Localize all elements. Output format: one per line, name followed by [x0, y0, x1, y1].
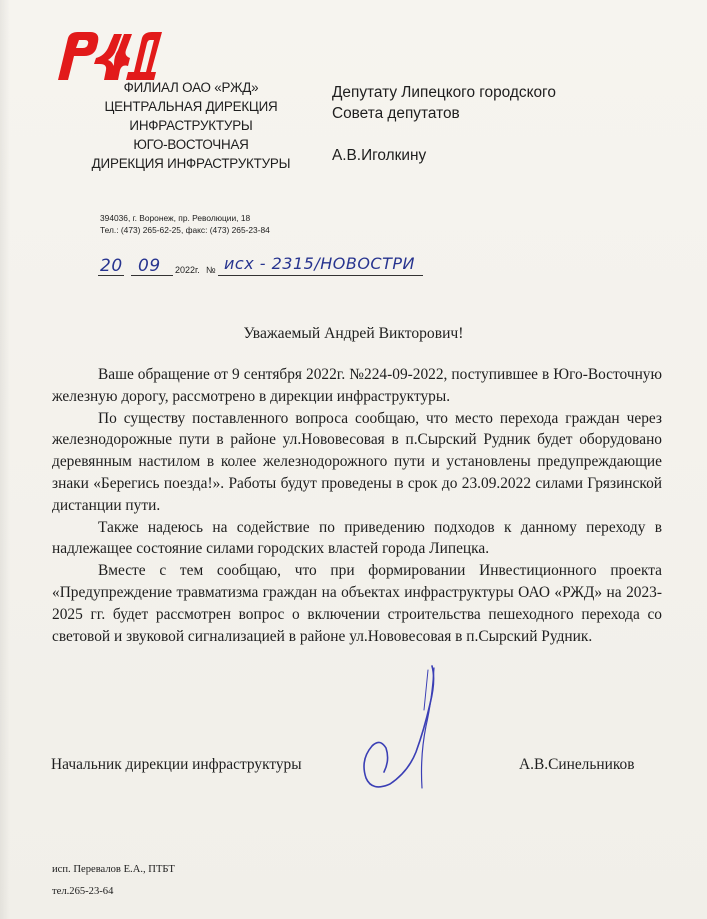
logo-text: РЖД	[52, 28, 55, 29]
sender-line: ФИЛИАЛ ОАО «РЖД»	[123, 80, 259, 95]
body-paragraph: Ваше обращение от 9 сентября 2022г. №224-09-2022, поступившее в Юго-Восточную железную дорогу, рассмотрено в дирекции инфраструктуры.	[52, 366, 662, 405]
ref-number: исх - 2315/НОВОСТРИ	[224, 254, 415, 273]
ref-month: 09	[138, 256, 161, 276]
signatory-name: А.В.Синельников	[519, 756, 635, 773]
recipient-line: Совета депутатов	[332, 105, 460, 122]
sender-line: ЮГО-ВОСТОЧНАЯ	[133, 137, 249, 152]
letter-body	[52, 364, 662, 647]
executor-phone: тел.265-23-64	[52, 886, 114, 897]
ref-day: 20	[100, 256, 123, 276]
sender-block	[60, 78, 322, 173]
sender-line: ИНФРАСТРУКТУРЫ	[129, 118, 253, 133]
recipient-block	[332, 82, 556, 166]
handwritten-signature	[350, 660, 450, 800]
body-paragraph: По существу поставленного вопроса сообщаю, что место перехода граждан через железнодорожные пути в районе ул.Нововесовая в п.Сырский Рудник будет оборудовано деревянным настилом в колее железнодорожного пути и установлены предупреждающие знаки «Берегись поезда!». Работы будут проведены в срок до 23.09.2022 силами Грязинской дистанции пути.	[52, 409, 662, 514]
recipient-line: Депутату Липецкого городского	[332, 84, 556, 101]
body-paragraph: Также надеюсь на содействие по приведению подходов к данному переходу в надлежащее состояние силами городских властей города Липецка.	[52, 518, 662, 558]
signatory-title: Начальник дирекции инфраструктуры	[51, 756, 302, 773]
address-line: 394036, г. Воронеж, пр. Революции, 18	[100, 213, 251, 223]
sender-line: ДИРЕКЦИЯ ИНФРАСТРУКТУРЫ	[91, 156, 291, 171]
executor-name: исп. Перевалов Е.А., ПТБТ	[52, 864, 175, 875]
salutation: Уважаемый Андрей Викторович!	[243, 325, 464, 342]
footer-executor	[52, 859, 175, 903]
sender-address	[100, 212, 270, 236]
sender-line: ЦЕНТРАЛЬНАЯ ДИРЕКЦИЯ	[104, 99, 278, 114]
underline	[98, 275, 124, 276]
rzd-logo	[52, 28, 164, 82]
outgoing-reference	[98, 256, 428, 280]
scan-edge-shadow	[0, 0, 10, 919]
body-paragraph: Вместе с тем сообщаю, что при формировании Инвестиционного проекта «Предупреждение травматизма граждан на объектах инфраструктуры ОАО «РЖД» на 2023-2025 гг. будет рассмотрен вопрос о включении строительства пешеходного перехода со световой и звуковой сигнализацией в районе ул.Нововесовая в п.Сырский Рудник.	[52, 562, 662, 645]
underline	[218, 275, 423, 276]
ref-year: 2022г.	[175, 265, 200, 275]
ref-number-label: №	[206, 265, 216, 275]
address-line: Тел.: (473) 265-62-25, факс: (473) 265-23-84	[100, 225, 270, 235]
recipient-name: А.В.Иголкину	[332, 147, 427, 164]
